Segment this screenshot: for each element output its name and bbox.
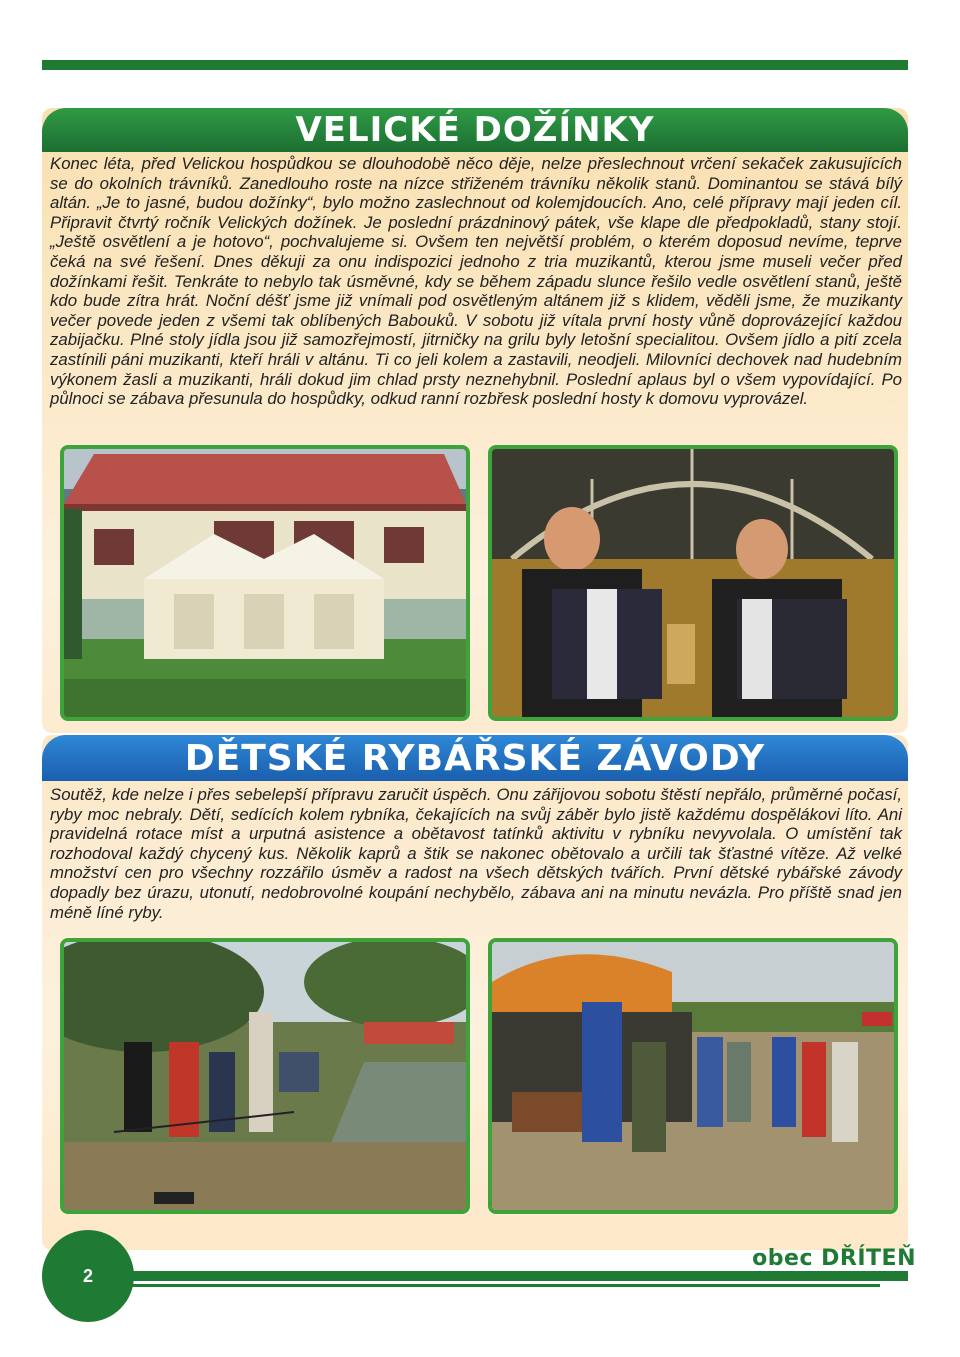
article-text-dozinky: Konec léta, před Velickou hospůdkou se dlouhodobě něco děje, nelze přeslechnout vrčení sekaček zakusujících se do okolních trávníků. Zanedlouho roste na nízce střiženém trávníku několik stanů. Dominantou se stává bílý altán. „Je to jasné, budou dožínky“, bylo možno zaslechnout od kolemjdoucích. Ano, celé přípravy mají jeden cíl. Připravit čtvrtý ročník Velických dožínek. Je poslední prázdninový pátek, vše klape dle předpokladů, stany stojí. „Ještě osvětlení a je hotovo“, pochvalujeme si. Ovšem ten největší problém, o kterém doposud nevíme, teprve čeká na své řešení. Dnes děkuji za onu indispozici jednoho z tria muzikantů, kterou jsme museli večer před dožínkami řešit. Tenkráte to nebylo tak úsměvné, kdy se během západu slunce řešilo vedle osvětlení stanů, ještě kdo bude zítra hrát. Noční déšť jsme již vnímali pod osvětleným altánem již s klidem, věděli jsme, že muzikanty večer povede jeden z všemi tak oblíbených Babouků. V sobotu již vítala první hosty vůně doprovázející každou zabijačku. Plné stoly jídla jsou již samozřejmostí, jitrničky na grilu byly letošní specialitou. Ovšem jídlo a pití zcela zastínili páni muzikanti, kteří hráli v altánu. Ti co jeli kolem a zastavili, neodjeli. Milovníci dechovek nad hudebním výkonem žasli a muzikanti, hráli dokud jim chlad prsty neznehybnil. Poslední aplaus byl o všem vypovídající. Po půlnoci se zábava přesunula do hospůdky, odkud ranní rozbřesk poslední hosty k domovu vyprovázel. xyxy=(50,154,902,409)
section-title-dozinky: VELICKÉ DOŽÍNKY xyxy=(42,108,908,152)
footer-brand: obec DŘÍTEŇ xyxy=(752,1246,916,1271)
footer-rule-thin xyxy=(120,1284,880,1287)
section-title-rybarske-zavody: DĚTSKÉ RYBÁŘSKÉ ZÁVODY xyxy=(42,735,908,781)
footer-rule xyxy=(120,1271,908,1281)
page-number-badge xyxy=(42,1230,134,1322)
awards-photo xyxy=(492,942,894,1210)
page-number: 2 xyxy=(82,1265,93,1286)
photo-prize-giving xyxy=(488,938,898,1214)
article-text-rybarske-zavody: Soutěž, kde nelze i přes sebelepší přípravu zaručit úspěch. Onu zářijovou sobotu štěstí nepřálo, průměrné počasí, ryby moc nebraly. Dětí, sedících kolem rybníka, čekajících na svůj záběr bylo jistě každému dospělákovi líto. Ani pravidelná rotace míst a urputná asistence a obětavost tatínků aktivitu v rybníku nevyvolala. O umístění tak rozhodoval každý chycený kus. Několik kaprů a štik se nakonec obětovalo a určili tak šťastné vítěze. Až velké množství cen pro všechny rozzářilo úsměv a radost na všech dětských tvářích. První dětské rybářské závody dopadly bez úrazu, utonutí, nedobrovolné koupání nechybělo, zábava ani na minutu nevázla. Pro příště snad jen méně líné ryby. xyxy=(50,785,902,922)
tent-photo xyxy=(64,449,466,717)
section-dozinky xyxy=(42,108,908,733)
accordion-photo xyxy=(492,449,894,717)
photo-accordion xyxy=(488,445,898,721)
top-rule xyxy=(42,60,908,70)
section-rybarske-zavody xyxy=(42,735,908,1250)
photo-fishing xyxy=(60,938,470,1214)
photo-tent xyxy=(60,445,470,721)
fishing-photo xyxy=(64,942,466,1210)
